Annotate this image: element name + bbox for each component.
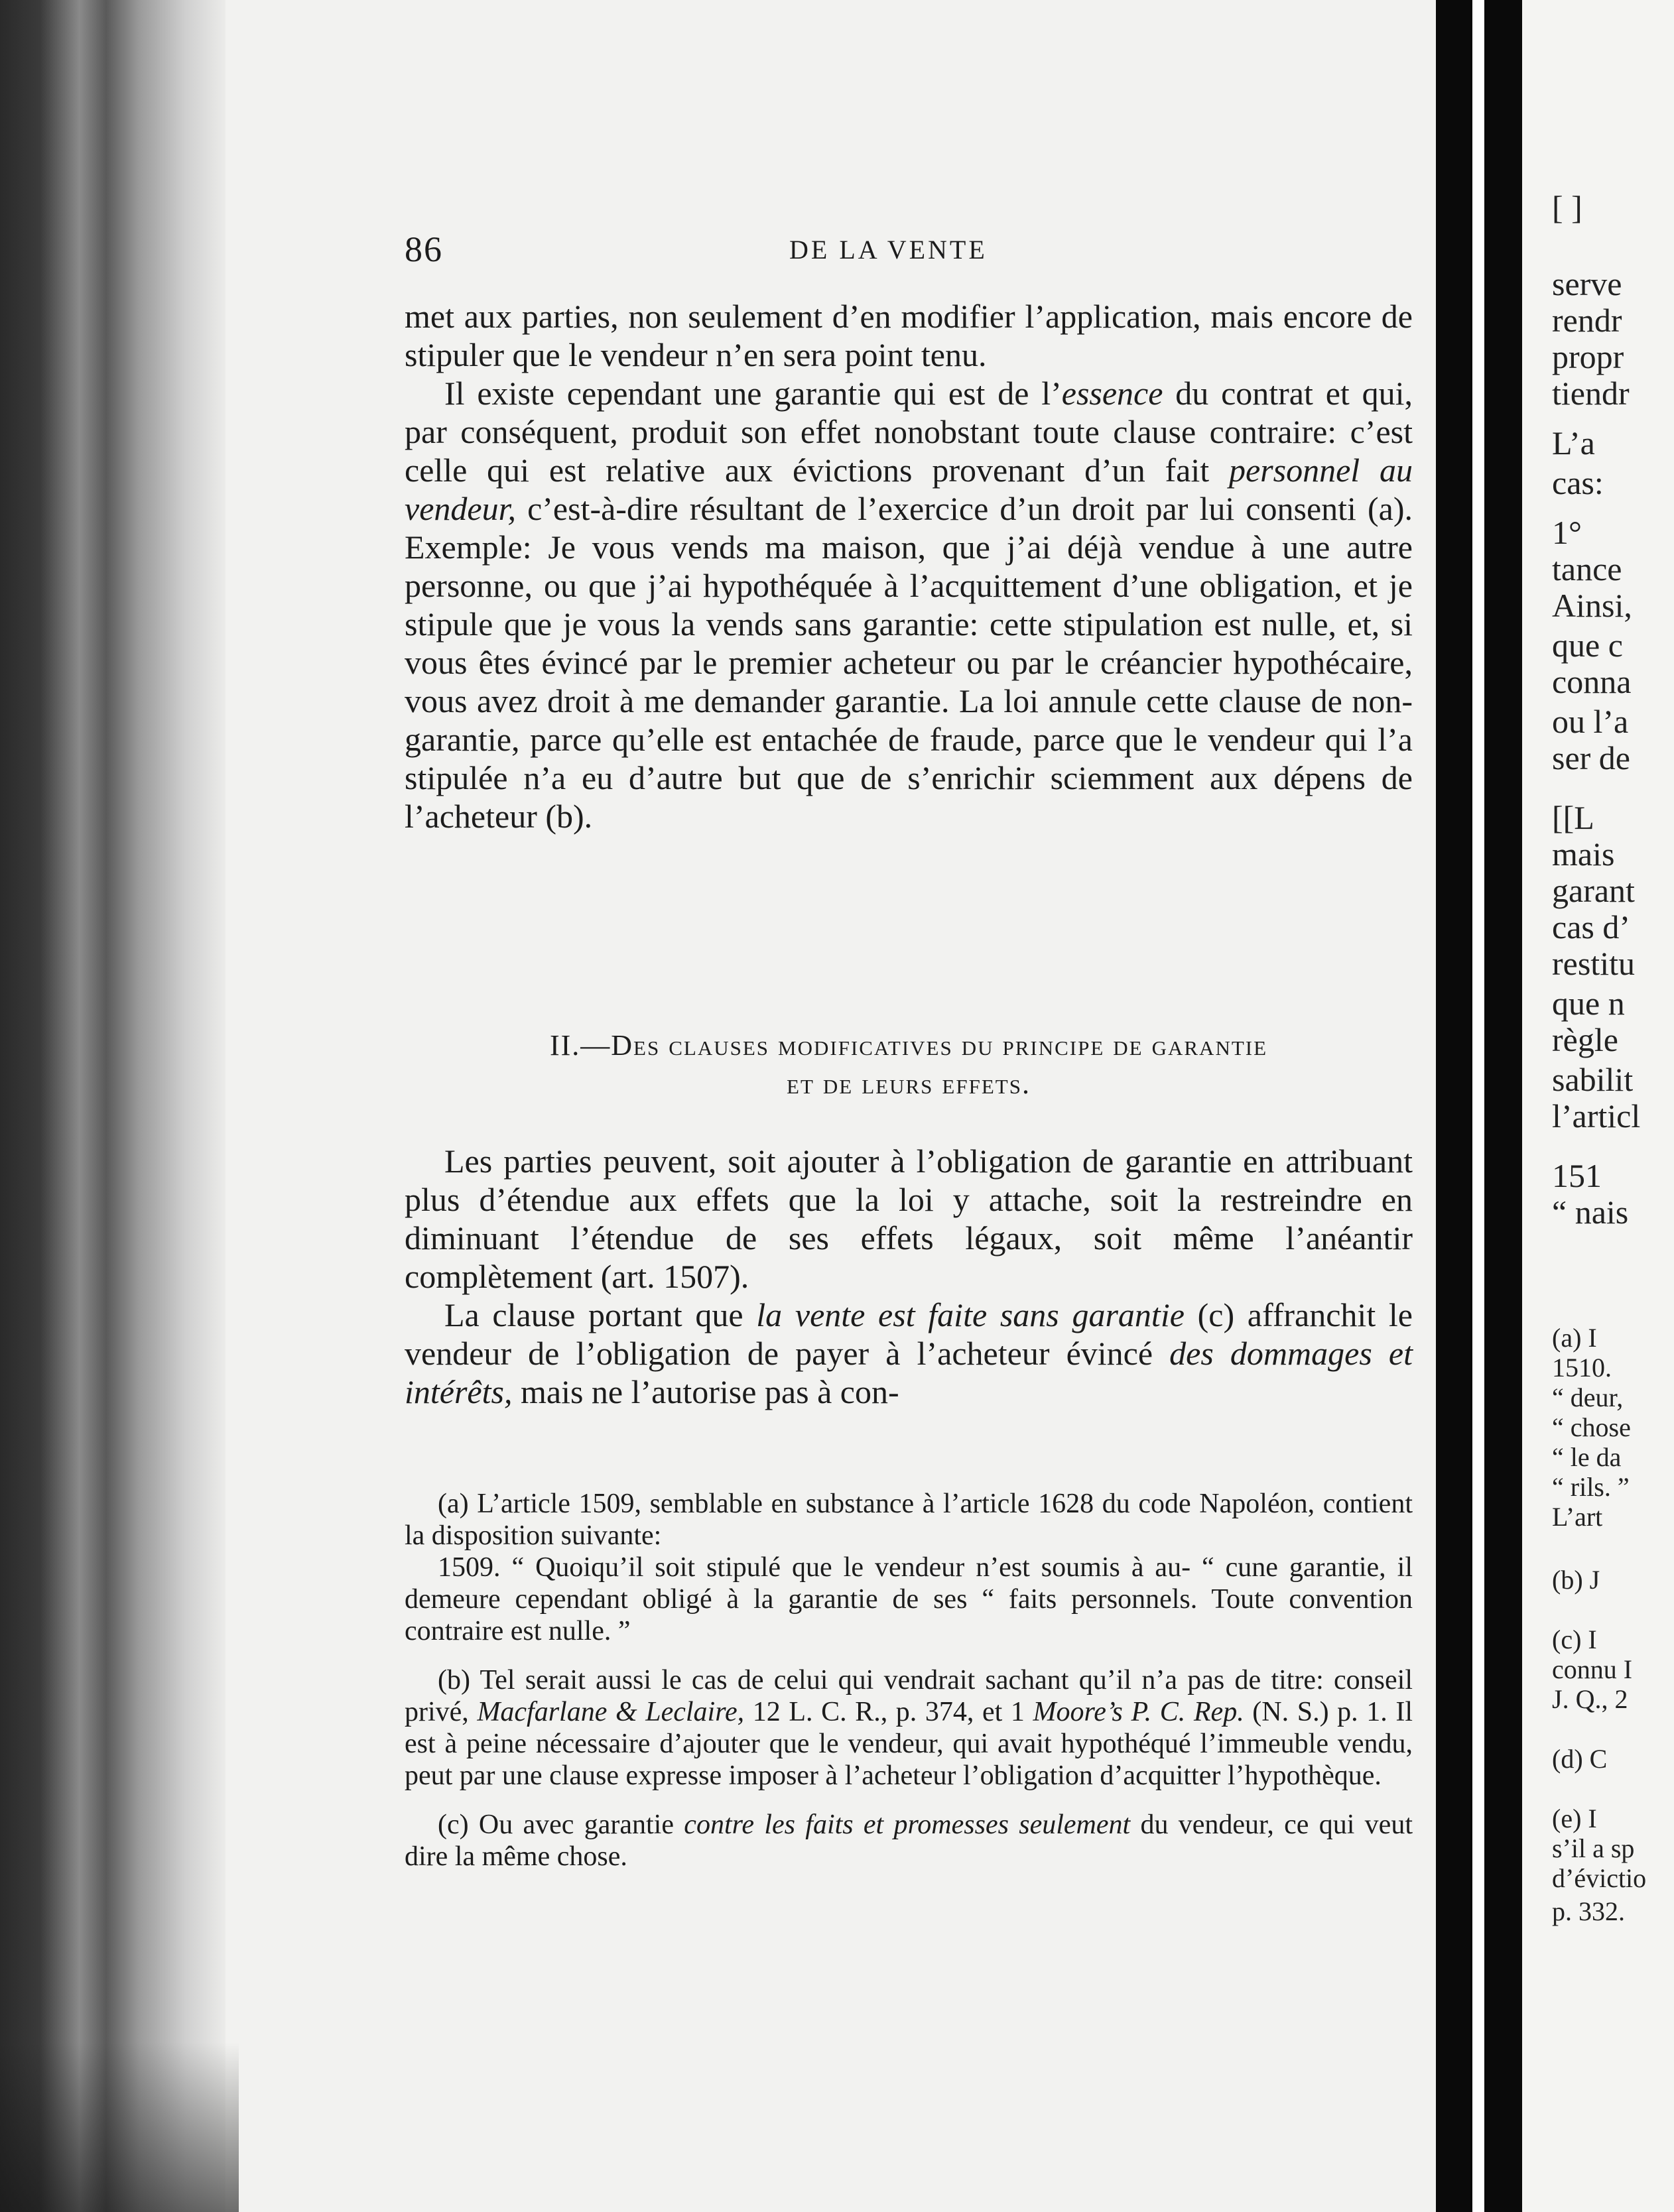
italic-run: Moore’s P. C. Rep. [1033,1697,1244,1727]
paragraph-continuation [405,297,1413,374]
right-page-line: l’articl [1552,1097,1641,1135]
page-number: 86 [405,229,443,269]
footnote-a-quote: 1509. “ Quoiqu’il soit stipulé que le vendeur n’est soumis à au- “ cune garantie, il demeure cependant obligé à la garantie de ses “ faits personnels. Toute convention contraire est nulle. ” [405,1552,1413,1646]
right-page-line: que c [1552,627,1623,664]
spine-shadow [0,2042,239,2212]
text-run: du vendeur, ce qui veut dire la même chose. [405,1810,1413,1872]
right-page-line: sabilit [1552,1061,1634,1098]
book-spine [0,0,225,2212]
right-page-line: L’a [1552,424,1595,461]
italic-run: personnel au vendeur, [405,452,1413,527]
right-page-line: tance [1552,550,1622,587]
section-heading [405,1026,1413,1103]
right-page-note-line: (b) J [1552,1565,1600,1595]
right-page-line: ser de [1552,739,1630,776]
italic-run: la vente est faite sans garantie [756,1296,1185,1333]
right-page-note-line: s’il a sp [1552,1833,1635,1863]
italic-run: essence [1061,375,1163,412]
right-page-note-line: (d) C [1552,1744,1608,1774]
running-title: DE LA VENTE [789,235,988,265]
right-page-line: restitu [1552,945,1635,982]
right-page-line: que n [1552,985,1625,1022]
right-page-note-line: J. Q., 2 [1552,1684,1628,1714]
right-page-header: [ ] [1552,189,1582,226]
right-page-note-line: (a) I [1552,1323,1597,1353]
section-heading-line-2: et de leurs effets. [787,1068,1031,1100]
paragraph-text: Les parties peuvent, soit ajouter à l’obligation de garantie en attribuant plus d’étendue aux effets que la loi y attache, soit la restreindre en diminuant l’étendue de ses effets légaux, soit même l’anéantir complètement (art. 1507). [405,1142,1413,1295]
right-page-line: serve [1552,265,1622,302]
right-page-note-line: “ le da [1552,1442,1622,1472]
right-page-line: conna [1552,663,1632,700]
right-page-line: Ainsi, [1552,587,1632,624]
right-page-note-line: connu I [1552,1654,1633,1684]
right-page-line: propr [1552,338,1624,375]
text-run: (b) Tel serait aussi le cas de celui qui vendrait sachant qu’il n’a pas de titre: conseil privé, [405,1665,1413,1727]
right-page-note-line: (c) I [1552,1625,1597,1654]
right-page-note-line: (e) I [1552,1804,1597,1833]
right-page-note-line: “ chose [1552,1412,1631,1442]
footnotes [405,1488,1413,1890]
body-text-lower [405,1142,1413,1411]
right-page-line: rendr [1552,302,1622,339]
footnote-a: (a) L’article 1509, semblable en substance à l’article 1628 du code Napoléon, contient la disposition suivante: [405,1489,1413,1551]
right-page-line: ou l’a [1552,703,1629,740]
text-run: mais ne l’autorise pas à con- [512,1373,899,1410]
text-run: (c) Ou avec garantie [438,1810,684,1840]
body-text-upper [405,297,1413,835]
paragraph-essence [405,374,1413,835]
right-page-line: tiendr [1552,375,1630,412]
right-page-line: règle [1552,1021,1618,1058]
paragraph-sans-garantie [405,1296,1413,1411]
page-divider-edge [1472,0,1484,2212]
footnote-b [405,1664,1413,1792]
text-run: (N. S.) p. 1. Il est à peine nécessaire d’ajouter que le vendeur, qui avait hypothéqué l’immeuble vendu, peut par une clause expresse imposer à l’acheteur l’obligation d’acquitter l’hypothèque. [405,1697,1413,1791]
text-run: c’est-à-dire résultant de l’exercice d’un droit par lui consenti (a). Exemple: Je vous vends ma maison, que j’ai déjà vendue à une autre personne, ou que j’ai hypothéquée à l’acquittement d’une obligation, et je stipule que je vous la vends sans garantie: cette stipulation est nulle, et, si vous êtes évincé par le premier acheteur ou par le créancier hypothécaire, vous avez droit à me demander garantie. La loi annule cette clause de non-garantie, parce qu’elle est entachée de fraude, parce que le vendeur qui l’a stipulée n’a eu d’autre but que de s’enrichir sciemment aux dépens de l’acheteur (b). [405,490,1413,835]
text-run: La clause portant que [444,1296,757,1333]
section-heading-line-1: II.—Des clauses modificatives du principe de garantie [549,1029,1268,1062]
right-page-line: 151 [1552,1157,1602,1194]
footnote-c [405,1809,1413,1873]
right-page-note-line: 1510. [1552,1353,1612,1382]
right-page-note-line: “ deur, [1552,1382,1624,1412]
right-page-note-line: “ rils. ” [1552,1472,1630,1502]
text-run: du contrat et qui, par conséquent, produit son effet nonobstant toute clause contraire: c’est celle qui est relative aux évictions provenant d’un fait [405,375,1413,489]
page-header [405,229,1426,275]
italic-run: Macfarlane & Leclaire, [477,1697,745,1727]
text-run: Il existe cependant une garantie qui est de l’ [444,375,1062,412]
right-page-note-line: p. 332. [1552,1896,1625,1926]
italic-run: des dommages et intérêts, [405,1335,1413,1410]
text-run: (c) affranchit le vendeur de l’obligation de payer à l’acheteur évincé [405,1296,1413,1372]
right-page-line: garant [1552,872,1635,909]
right-page-line: [[L [1552,799,1594,836]
right-page-line: cas d’ [1552,908,1630,946]
right-page-note-line: d’évictio [1552,1863,1647,1893]
right-page-line: “ nais [1552,1194,1629,1231]
right-page-line: 1° [1552,514,1582,551]
right-page-line: cas: [1552,464,1604,501]
italic-run: contre les faits et promesses seulement [684,1810,1131,1840]
paragraph-text: met aux parties, non seulement d’en modifier l’application, mais encore de stipuler que le vendeur n’en sera point tenu. [405,298,1413,373]
text-run: 12 L. C. R., p. 374, et 1 [744,1697,1033,1727]
paragraph-clauses [405,1142,1413,1296]
right-page-line: mais [1552,835,1615,873]
right-page-note-line: L’art [1552,1502,1603,1532]
